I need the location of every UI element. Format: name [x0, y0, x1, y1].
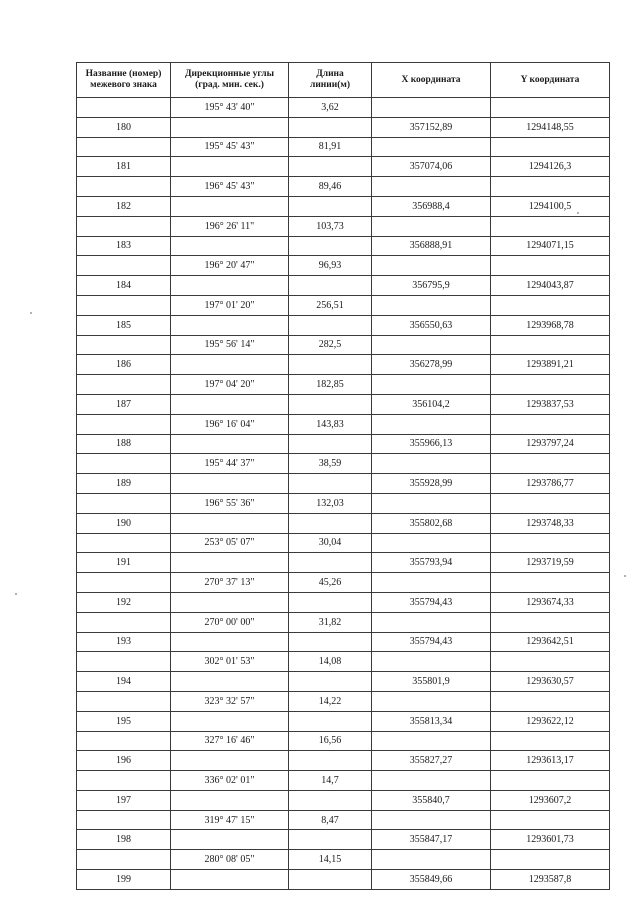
line-length-cell: 31,82 [289, 612, 372, 632]
table-row-point [77, 315, 610, 335]
y-coordinate-cell: 1294071,15 [491, 236, 610, 256]
direction-angle-cell [171, 117, 289, 137]
x-coordinate-cell [372, 216, 491, 236]
y-coordinate-cell [491, 256, 610, 276]
point-name-cell: 181 [77, 157, 171, 177]
point-name-cell [77, 216, 171, 236]
scan-speck [15, 593, 17, 595]
table-row-point [77, 157, 610, 177]
y-coordinate-cell [491, 573, 610, 593]
line-length-cell: 143,83 [289, 414, 372, 434]
y-coordinate-cell [491, 414, 610, 434]
y-coordinate-cell: 1294126,3 [491, 157, 610, 177]
line-length-cell [289, 672, 372, 692]
x-coordinate-cell: 355801,9 [372, 672, 491, 692]
scan-speck [624, 575, 626, 577]
table-row-point [77, 513, 610, 533]
table-row-line [77, 98, 610, 118]
table-header-row [77, 63, 610, 98]
point-name-cell: 180 [77, 117, 171, 137]
y-coordinate-cell [491, 850, 610, 870]
table-body [77, 98, 610, 890]
point-name-cell: 184 [77, 276, 171, 296]
direction-angle-cell: 196° 16' 04" [171, 414, 289, 434]
line-length-cell [289, 315, 372, 335]
x-coordinate-cell: 355793,94 [372, 553, 491, 573]
point-name-cell: 185 [77, 315, 171, 335]
point-name-cell [77, 335, 171, 355]
direction-angle-cell: 196° 26' 11" [171, 216, 289, 236]
line-length-cell [289, 117, 372, 137]
direction-angle-cell [171, 513, 289, 533]
table-row-line [77, 810, 610, 830]
line-length-cell [289, 394, 372, 414]
y-coordinate-cell [491, 731, 610, 751]
table-row-point [77, 236, 610, 256]
direction-angle-cell [171, 355, 289, 375]
direction-angle-cell [171, 276, 289, 296]
x-coordinate-cell [372, 137, 491, 157]
table-row-point [77, 830, 610, 850]
point-name-cell: 195 [77, 711, 171, 731]
y-coordinate-cell: 1294148,55 [491, 117, 610, 137]
table-row-point [77, 632, 610, 652]
direction-angle-cell [171, 592, 289, 612]
x-coordinate-cell: 355928,99 [372, 474, 491, 494]
table-row-line [77, 771, 610, 791]
line-length-cell: 132,03 [289, 493, 372, 513]
y-coordinate-cell: 1293630,57 [491, 672, 610, 692]
table-row-line [77, 573, 610, 593]
table-row-point [77, 790, 610, 810]
point-name-cell [77, 612, 171, 632]
y-coordinate-cell: 1293837,53 [491, 394, 610, 414]
point-name-cell: 199 [77, 870, 171, 890]
direction-angle-cell: 195° 56' 14" [171, 335, 289, 355]
line-length-cell [289, 632, 372, 652]
point-name-cell: 189 [77, 474, 171, 494]
table-row-point [77, 870, 610, 890]
direction-angle-cell [171, 157, 289, 177]
y-coordinate-cell [491, 216, 610, 236]
direction-angle-cell: 197° 01' 20" [171, 295, 289, 315]
x-coordinate-cell [372, 731, 491, 751]
direction-angle-cell [171, 672, 289, 692]
line-length-cell [289, 355, 372, 375]
y-coordinate-cell: 1293797,24 [491, 434, 610, 454]
line-length-cell [289, 276, 372, 296]
y-coordinate-cell: 1293968,78 [491, 315, 610, 335]
x-coordinate-cell: 355802,68 [372, 513, 491, 533]
x-coordinate-cell: 355813,34 [372, 711, 491, 731]
point-name-cell [77, 731, 171, 751]
scan-speck [577, 212, 579, 214]
table-row-line [77, 216, 610, 236]
point-name-cell: 194 [77, 672, 171, 692]
line-length-cell [289, 434, 372, 454]
boundary-coordinates-table [76, 62, 610, 890]
table-row-line [77, 652, 610, 672]
direction-angle-cell: 302° 01' 53" [171, 652, 289, 672]
line-length-cell: 182,85 [289, 375, 372, 395]
direction-angle-cell: 323° 32' 57" [171, 691, 289, 711]
table-row-point [77, 355, 610, 375]
x-coordinate-cell: 356988,4 [372, 196, 491, 216]
direction-angle-cell [171, 632, 289, 652]
line-length-cell [289, 711, 372, 731]
line-length-cell [289, 870, 372, 890]
table-row-line [77, 295, 610, 315]
table-row-line [77, 731, 610, 751]
y-coordinate-cell [491, 137, 610, 157]
y-coordinate-cell [491, 454, 610, 474]
point-name-cell [77, 98, 171, 118]
line-length-cell [289, 751, 372, 771]
y-coordinate-cell [491, 375, 610, 395]
direction-angle-cell [171, 315, 289, 335]
direction-angle-cell [171, 751, 289, 771]
y-coordinate-cell: 1294100,5 [491, 196, 610, 216]
x-coordinate-cell: 355827,27 [372, 751, 491, 771]
x-coordinate-cell: 356550,63 [372, 315, 491, 335]
table-row-line [77, 691, 610, 711]
direction-angle-cell: 197° 04' 20" [171, 375, 289, 395]
x-coordinate-cell [372, 533, 491, 553]
y-coordinate-cell: 1293891,21 [491, 355, 610, 375]
header-line-length: Длина линии(м) [289, 63, 372, 98]
table-row-point [77, 553, 610, 573]
line-length-cell: 81,91 [289, 137, 372, 157]
line-length-cell: 14,15 [289, 850, 372, 870]
direction-angle-cell: 319° 47' 15" [171, 810, 289, 830]
line-length-cell: 8,47 [289, 810, 372, 830]
point-name-cell [77, 810, 171, 830]
x-coordinate-cell: 355849,66 [372, 870, 491, 890]
direction-angle-cell [171, 236, 289, 256]
table-row-line [77, 177, 610, 197]
x-coordinate-cell [372, 335, 491, 355]
y-coordinate-cell [491, 771, 610, 791]
point-name-cell: 188 [77, 434, 171, 454]
table-row-point [77, 474, 610, 494]
point-name-cell: 190 [77, 513, 171, 533]
point-name-cell: 191 [77, 553, 171, 573]
table-row-point [77, 751, 610, 771]
x-coordinate-cell: 355840,7 [372, 790, 491, 810]
y-coordinate-cell: 1293642,51 [491, 632, 610, 652]
table-row-line [77, 612, 610, 632]
table-row-line [77, 414, 610, 434]
x-coordinate-cell [372, 652, 491, 672]
direction-angle-cell [171, 394, 289, 414]
table-row-line [77, 256, 610, 276]
y-coordinate-cell [491, 533, 610, 553]
y-coordinate-cell: 1293601,73 [491, 830, 610, 850]
header-x-coordinate: X координата [372, 63, 491, 98]
y-coordinate-cell [491, 612, 610, 632]
x-coordinate-cell: 355794,43 [372, 632, 491, 652]
direction-angle-cell: 270° 00' 00" [171, 612, 289, 632]
y-coordinate-cell: 1293786,77 [491, 474, 610, 494]
x-coordinate-cell: 356104,2 [372, 394, 491, 414]
line-length-cell [289, 157, 372, 177]
header-direction-angle: Дирекционные углы (град. мин. сек.) [171, 63, 289, 98]
point-name-cell [77, 691, 171, 711]
y-coordinate-cell: 1294043,87 [491, 276, 610, 296]
x-coordinate-cell [372, 771, 491, 791]
x-coordinate-cell: 357152,89 [372, 117, 491, 137]
x-coordinate-cell: 355966,13 [372, 434, 491, 454]
point-name-cell: 197 [77, 790, 171, 810]
line-length-cell: 14,08 [289, 652, 372, 672]
point-name-cell [77, 850, 171, 870]
y-coordinate-cell: 1293748,33 [491, 513, 610, 533]
y-coordinate-cell: 1293674,33 [491, 592, 610, 612]
point-name-cell [77, 771, 171, 791]
x-coordinate-cell [372, 691, 491, 711]
line-length-cell [289, 513, 372, 533]
direction-angle-cell [171, 711, 289, 731]
line-length-cell: 14,7 [289, 771, 372, 791]
y-coordinate-cell [491, 493, 610, 513]
x-coordinate-cell: 356278,99 [372, 355, 491, 375]
x-coordinate-cell [372, 573, 491, 593]
line-length-cell: 38,59 [289, 454, 372, 474]
x-coordinate-cell [372, 414, 491, 434]
x-coordinate-cell [372, 295, 491, 315]
table-row-line [77, 137, 610, 157]
x-coordinate-cell: 356795,9 [372, 276, 491, 296]
line-length-cell: 30,04 [289, 533, 372, 553]
x-coordinate-cell: 356888,91 [372, 236, 491, 256]
direction-angle-cell: 270° 37' 13" [171, 573, 289, 593]
direction-angle-cell: 195° 43' 40" [171, 98, 289, 118]
direction-angle-cell: 253° 05' 07" [171, 533, 289, 553]
direction-angle-cell [171, 434, 289, 454]
header-point-name: Название (номер) межевого знака [77, 63, 171, 98]
y-coordinate-cell: 1293622,12 [491, 711, 610, 731]
point-name-cell [77, 533, 171, 553]
x-coordinate-cell: 355847,17 [372, 830, 491, 850]
point-name-cell [77, 414, 171, 434]
point-name-cell: 192 [77, 592, 171, 612]
direction-angle-cell [171, 790, 289, 810]
table-row-point [77, 672, 610, 692]
line-length-cell: 3,62 [289, 98, 372, 118]
table-row-point [77, 711, 610, 731]
table-row-point [77, 196, 610, 216]
point-name-cell: 186 [77, 355, 171, 375]
y-coordinate-cell [491, 295, 610, 315]
line-length-cell [289, 236, 372, 256]
table-row-line [77, 375, 610, 395]
x-coordinate-cell [372, 612, 491, 632]
line-length-cell: 89,46 [289, 177, 372, 197]
table-row-point [77, 592, 610, 612]
line-length-cell [289, 553, 372, 573]
y-coordinate-cell: 1293607,2 [491, 790, 610, 810]
line-length-cell: 14,22 [289, 691, 372, 711]
point-name-cell [77, 573, 171, 593]
y-coordinate-cell [491, 652, 610, 672]
direction-angle-cell: 195° 45' 43" [171, 137, 289, 157]
point-name-cell: 196 [77, 751, 171, 771]
x-coordinate-cell [372, 810, 491, 830]
y-coordinate-cell: 1293613,17 [491, 751, 610, 771]
line-length-cell: 282,5 [289, 335, 372, 355]
x-coordinate-cell [372, 375, 491, 395]
point-name-cell [77, 375, 171, 395]
direction-angle-cell: 196° 20' 47" [171, 256, 289, 276]
point-name-cell [77, 256, 171, 276]
header-y-coordinate: Y координата [491, 63, 610, 98]
direction-angle-cell: 195° 44' 37" [171, 454, 289, 474]
table-row-point [77, 276, 610, 296]
table-row-line [77, 335, 610, 355]
x-coordinate-cell [372, 177, 491, 197]
direction-angle-cell [171, 196, 289, 216]
point-name-cell: 182 [77, 196, 171, 216]
y-coordinate-cell [491, 98, 610, 118]
direction-angle-cell: 336° 02' 01" [171, 771, 289, 791]
point-name-cell: 187 [77, 394, 171, 414]
point-name-cell [77, 454, 171, 474]
direction-angle-cell: 196° 55' 36" [171, 493, 289, 513]
line-length-cell: 103,73 [289, 216, 372, 236]
direction-angle-cell: 196° 45' 43" [171, 177, 289, 197]
y-coordinate-cell: 1293587,8 [491, 870, 610, 890]
table-row-line [77, 493, 610, 513]
line-length-cell: 45,26 [289, 573, 372, 593]
line-length-cell [289, 592, 372, 612]
y-coordinate-cell [491, 335, 610, 355]
y-coordinate-cell [491, 810, 610, 830]
point-name-cell: 193 [77, 632, 171, 652]
x-coordinate-cell [372, 454, 491, 474]
scan-speck [30, 312, 32, 314]
direction-angle-cell [171, 474, 289, 494]
line-length-cell: 256,51 [289, 295, 372, 315]
line-length-cell: 96,93 [289, 256, 372, 276]
line-length-cell [289, 790, 372, 810]
line-length-cell [289, 474, 372, 494]
x-coordinate-cell: 357074,06 [372, 157, 491, 177]
table-row-point [77, 394, 610, 414]
point-name-cell [77, 177, 171, 197]
table-row-line [77, 850, 610, 870]
x-coordinate-cell [372, 256, 491, 276]
direction-angle-cell [171, 553, 289, 573]
direction-angle-cell [171, 870, 289, 890]
line-length-cell [289, 196, 372, 216]
point-name-cell [77, 493, 171, 513]
x-coordinate-cell: 355794,43 [372, 592, 491, 612]
line-length-cell: 16,56 [289, 731, 372, 751]
table-row-point [77, 117, 610, 137]
point-name-cell [77, 137, 171, 157]
point-name-cell: 183 [77, 236, 171, 256]
point-name-cell [77, 295, 171, 315]
direction-angle-cell [171, 830, 289, 850]
table-row-point [77, 434, 610, 454]
direction-angle-cell: 280° 08' 05" [171, 850, 289, 870]
point-name-cell: 198 [77, 830, 171, 850]
table-row-line [77, 533, 610, 553]
y-coordinate-cell [491, 177, 610, 197]
x-coordinate-cell [372, 98, 491, 118]
x-coordinate-cell [372, 850, 491, 870]
point-name-cell [77, 652, 171, 672]
direction-angle-cell: 327° 16' 46" [171, 731, 289, 751]
y-coordinate-cell: 1293719,59 [491, 553, 610, 573]
table-row-line [77, 454, 610, 474]
line-length-cell [289, 830, 372, 850]
x-coordinate-cell [372, 493, 491, 513]
y-coordinate-cell [491, 691, 610, 711]
